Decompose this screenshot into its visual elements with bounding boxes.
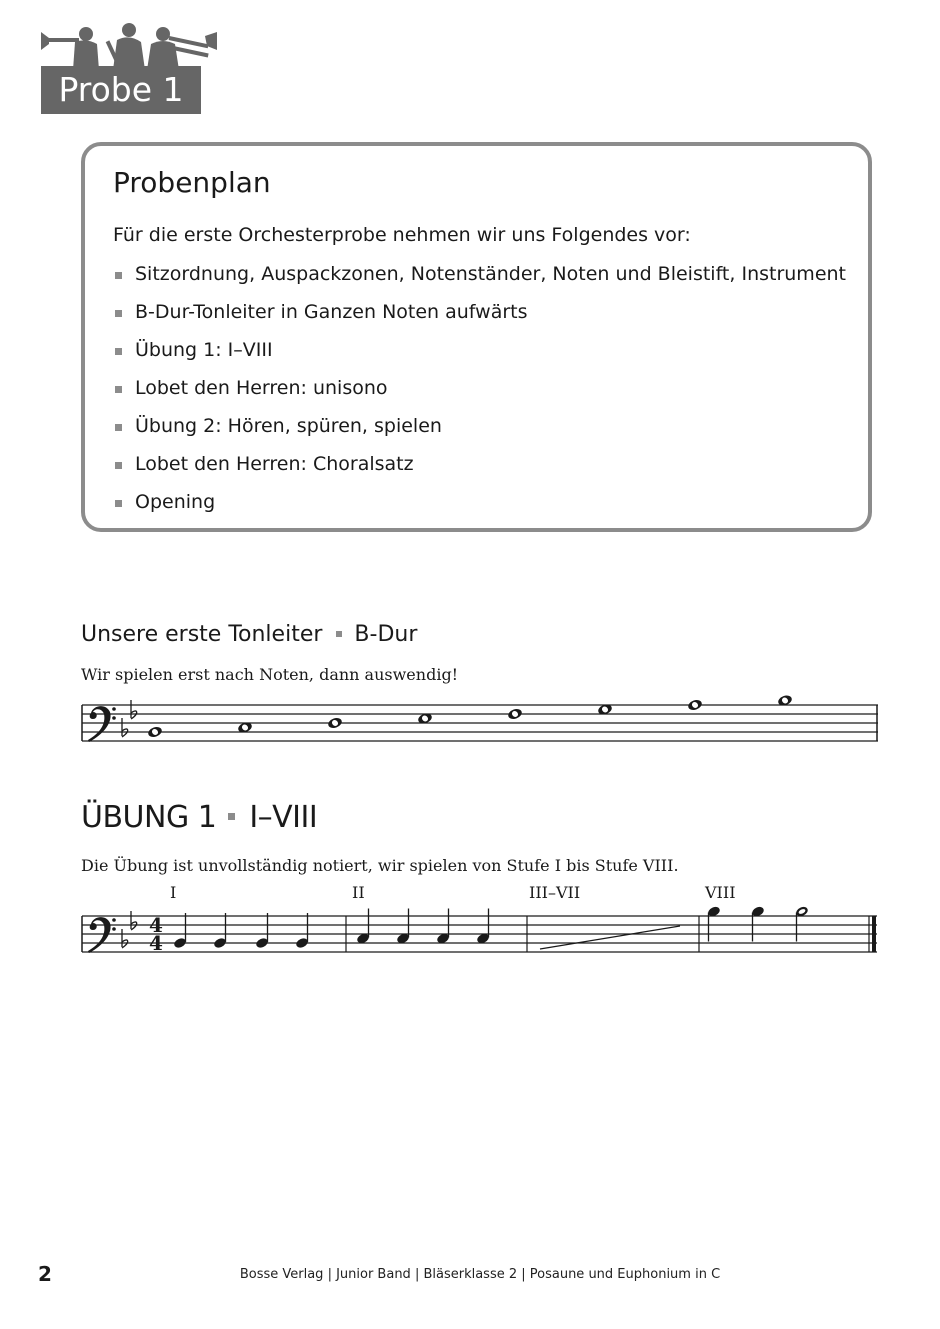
scale-instruction: Wir spielen erst nach Noten, dann auswendig! bbox=[81, 665, 459, 684]
quarter-note bbox=[751, 905, 765, 941]
plan-intro: Für die erste Orchesterprobe nehmen wir uns Folgendes vor: bbox=[113, 224, 691, 246]
plan-item-text: Lobet den Herren: Choralsatz bbox=[135, 453, 414, 475]
exercise-instruction: Die Übung ist unvollständig notiert, wir spielen von Stufe I bis Stufe VIII. bbox=[81, 856, 679, 875]
plan-item-text: Sitzordnung, Auspackzonen, Notenständer, Noten und Bleistift, Instrument bbox=[135, 263, 846, 285]
scale-staff bbox=[82, 705, 878, 741]
whole-note bbox=[327, 716, 343, 729]
exercise-staff bbox=[82, 916, 877, 952]
stage-label: II bbox=[352, 883, 365, 902]
time-signature bbox=[149, 913, 163, 955]
svg-text:4: 4 bbox=[149, 931, 163, 955]
quarter-note bbox=[356, 909, 370, 945]
stage-label: VIII bbox=[705, 883, 736, 902]
flat-sign-icon bbox=[122, 718, 128, 737]
whole-note bbox=[687, 698, 703, 711]
stage-label: III–VII bbox=[529, 883, 581, 902]
plan-item-text: Opening bbox=[135, 491, 216, 513]
quarter-note bbox=[213, 913, 227, 949]
quarter-note bbox=[295, 913, 309, 949]
scale-heading-title: Unsere erste Tonleiter bbox=[81, 622, 323, 647]
svg-text:4: 4 bbox=[149, 913, 163, 937]
page-number: 2 bbox=[38, 1262, 52, 1286]
flat-sign-icon bbox=[122, 929, 128, 948]
exercise-heading-range: I–VIII bbox=[249, 800, 318, 835]
quarter-note bbox=[396, 909, 410, 945]
quarter-note bbox=[707, 905, 721, 941]
quarter-note bbox=[436, 909, 450, 945]
quarter-note bbox=[476, 909, 490, 945]
scale-heading-key: B-Dur bbox=[354, 622, 418, 647]
plan-item-text: Übung 2: Hören, spüren, spielen bbox=[135, 415, 442, 437]
plan-item-text: B-Dur-Tonleiter in Ganzen Noten aufwärts bbox=[135, 301, 528, 323]
whole-note bbox=[507, 707, 523, 720]
exercise-heading-title: ÜBUNG 1 bbox=[81, 800, 217, 835]
stage-label: I bbox=[170, 883, 177, 902]
flat-sign-icon bbox=[131, 700, 137, 719]
continuation-line bbox=[540, 926, 680, 949]
plan-item-text: Übung 1: I–VIII bbox=[135, 339, 273, 361]
half-note bbox=[795, 905, 809, 941]
footer-text: Bosse Verlag | Junior Band | Bläserklasse 2 | Posaune und Euphonium in C bbox=[239, 1267, 721, 1282]
quarter-note bbox=[255, 913, 269, 949]
plan-title: Probenplan bbox=[113, 166, 271, 199]
bass-clef-icon bbox=[88, 706, 116, 742]
flat-sign-icon bbox=[131, 911, 137, 930]
bass-clef-icon bbox=[88, 917, 116, 953]
probe-tab-label: Probe 1 bbox=[41, 66, 201, 114]
whole-note bbox=[147, 725, 163, 738]
quarter-note bbox=[173, 913, 187, 949]
plan-item-text: Lobet den Herren: unisono bbox=[135, 377, 388, 399]
